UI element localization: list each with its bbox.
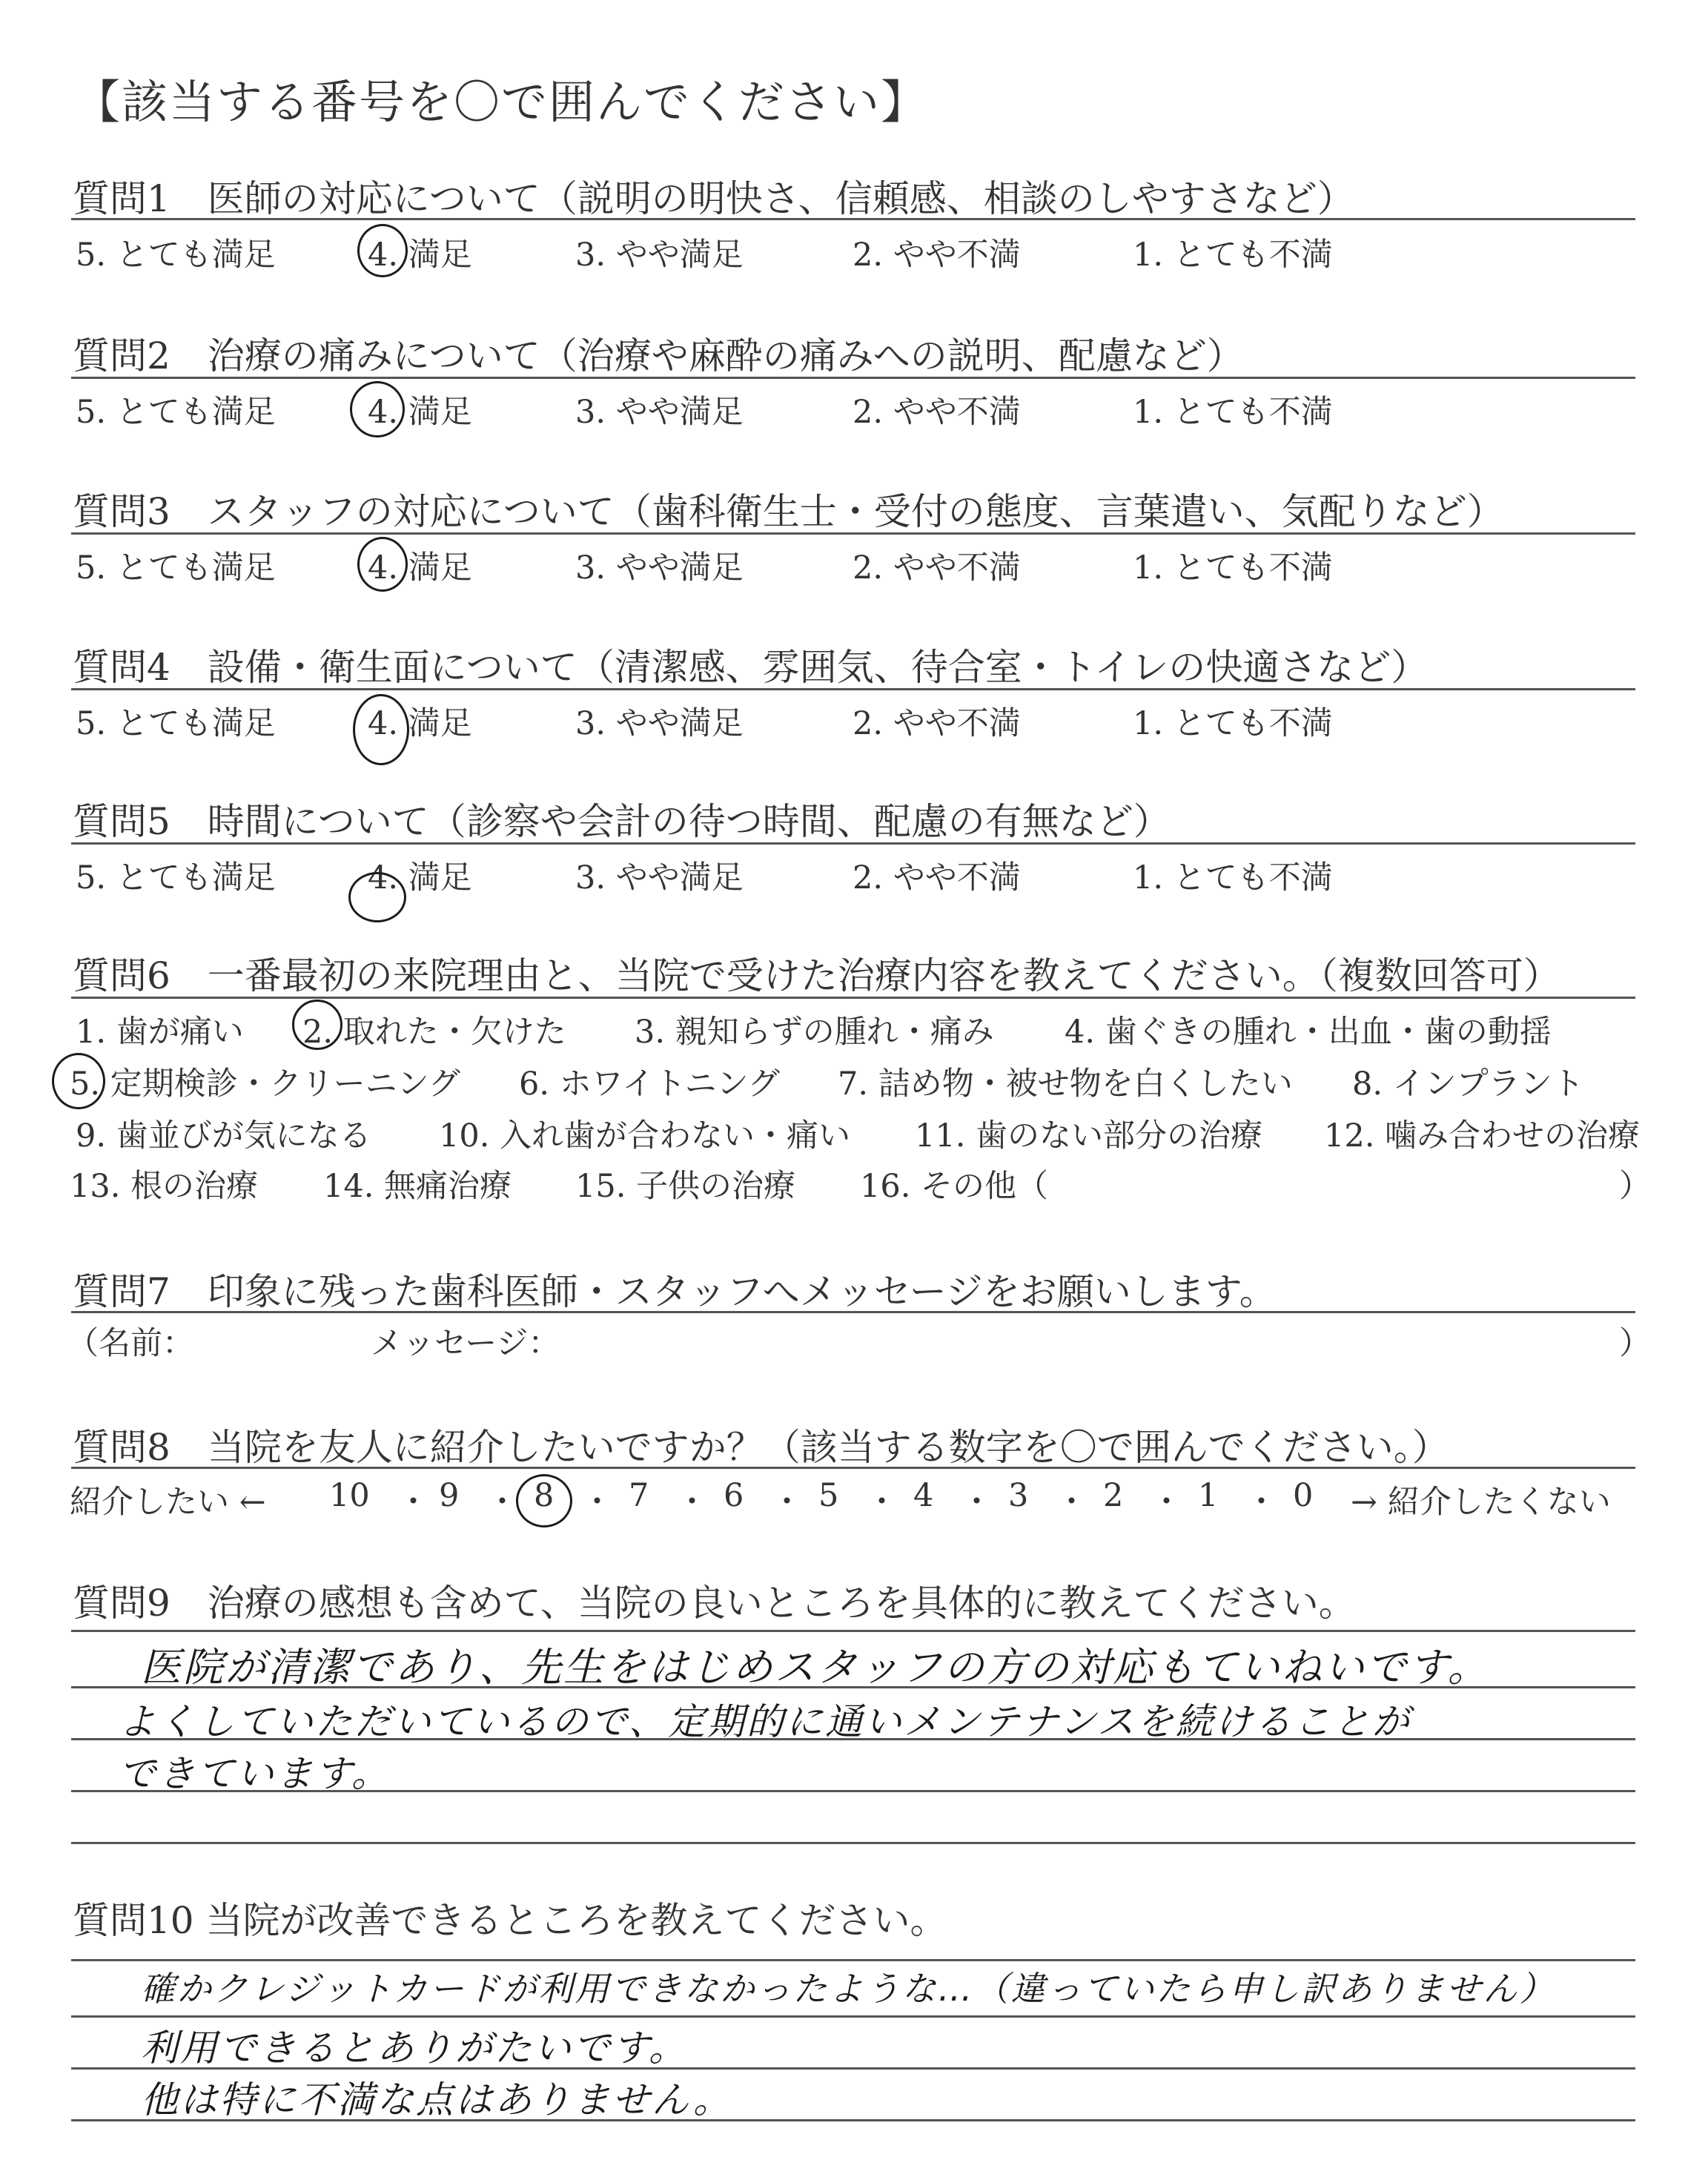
q2-title: 質問2 治療の痛みについて（治療や麻酔の痛みへの説明、配慮など）: [73, 334, 1244, 377]
q6-option-16[interactable]: 16. その他（: [860, 1168, 1049, 1205]
q7-close-paren: ）: [1619, 1325, 1651, 1362]
q5-option-1[interactable]: 1. とても不満: [1133, 859, 1333, 896]
q8-sep: ・: [771, 1484, 803, 1521]
q9-rule-1: [71, 1630, 1635, 1632]
q2-option-3[interactable]: 3. やや満足: [575, 394, 744, 431]
q6-option-3[interactable]: 3. 親知らずの腫れ・痛み: [635, 1014, 994, 1051]
q6-option-13[interactable]: 13. 根の治療: [70, 1168, 259, 1205]
q8-scale-3[interactable]: 3: [1008, 1477, 1029, 1514]
q4-title: 質問4 設備・衛生面について（清潔感、雰囲気、待合室・トイレの快適さなど）: [73, 646, 1429, 689]
q2-selection-circle: [350, 381, 405, 437]
q8-scale-1[interactable]: 1: [1198, 1477, 1219, 1514]
q6-option-14[interactable]: 14. 無痛治療: [323, 1168, 512, 1205]
q7-message-label: メッセージ：: [371, 1325, 560, 1362]
q4-rule: [71, 688, 1635, 690]
q5-rule: [71, 842, 1635, 845]
q8-right-label: → 紹介したくない: [1351, 1484, 1611, 1521]
q10-answer-line-2: 利用できるとありがたいです。: [141, 2027, 688, 2070]
q8-rule: [71, 1467, 1635, 1469]
q8-scale-7[interactable]: 7: [629, 1477, 649, 1514]
q4-option-1[interactable]: 1. とても不満: [1133, 705, 1333, 742]
q1-option-5[interactable]: 5. とても満足: [76, 237, 276, 274]
q6-option-9[interactable]: 9. 歯並びが気になる: [76, 1117, 371, 1155]
q8-scale-8[interactable]: 8: [534, 1477, 555, 1514]
q10-answer-line-3: 他は特に不満な点はありません。: [141, 2078, 732, 2121]
q3-option-5[interactable]: 5. とても満足: [76, 549, 276, 587]
q1-selection-circle: [357, 224, 408, 277]
q3-option-4[interactable]: 4. 満足: [368, 549, 472, 587]
q6-option-7[interactable]: 7. 詰め物・被せ物を白くしたい: [838, 1066, 1293, 1103]
q2-option-2[interactable]: 2. やや不満: [853, 394, 1021, 431]
q7-title: 質問7 印象に残った歯科医師・スタッフへメッセージをお願いします。: [73, 1270, 1277, 1313]
q6-option-1[interactable]: 1. 歯が痛い: [76, 1014, 244, 1051]
q8-left-label: 紹介したい ←: [70, 1484, 266, 1521]
q8-selection-circle: [516, 1474, 572, 1527]
q6-option-11[interactable]: 11. 歯のない部分の治療: [915, 1117, 1263, 1155]
q3-title: 質問3 スタッフの対応について（歯科衛生士・受付の態度、言葉遣い、気配りなど）: [73, 490, 1504, 533]
q8-sep: ・: [1245, 1484, 1277, 1521]
q8-scale-4[interactable]: 4: [913, 1477, 934, 1514]
form-header: 【該当する番号を〇で囲んでください】: [74, 75, 929, 129]
q3-option-3[interactable]: 3. やや満足: [575, 549, 744, 587]
q6-title: 質問6 一番最初の来院理由と、当院で受けた治療内容を教えてください。（複数回答可）: [73, 954, 1560, 997]
q9-rule-5: [71, 1842, 1635, 1844]
q6-option-5[interactable]: 5. 定期検診・クリーニング: [70, 1066, 460, 1103]
q2-option-4[interactable]: 4. 満足: [368, 394, 472, 431]
q8-sep: ・: [961, 1484, 993, 1521]
q4-selection-circle: [353, 694, 409, 765]
q4-option-5[interactable]: 5. とても満足: [76, 705, 276, 742]
q6-option-5-circle: [52, 1053, 105, 1109]
q2-option-1[interactable]: 1. とても不満: [1133, 394, 1333, 431]
q3-selection-circle: [357, 537, 408, 592]
q9-answer-line-1: 医院が清潔であり、先生をはじめスタッフの方の対応もていねいです。: [141, 1644, 1490, 1691]
q6-option-12[interactable]: 12. 噛み合わせの治療: [1324, 1117, 1641, 1155]
q6-option-15[interactable]: 15. 子供の治療: [575, 1168, 796, 1205]
q10-rule-2: [71, 2015, 1635, 2018]
q5-selection-circle: [348, 872, 406, 922]
q9-answer-line-3: できています。: [119, 1752, 391, 1795]
q5-option-4[interactable]: 4. 満足: [368, 859, 472, 896]
q5-option-2[interactable]: 2. やや不満: [853, 859, 1021, 896]
q1-option-2[interactable]: 2. やや不満: [853, 237, 1021, 274]
q7-rule: [71, 1311, 1635, 1313]
q4-option-4[interactable]: 4. 満足: [368, 705, 472, 742]
q6-other-close: ）: [1619, 1168, 1651, 1205]
q6-option-10[interactable]: 10. 入れ歯が合わない・痛い: [439, 1117, 851, 1155]
q10-title: 質問10 当院が改善できるところを教えてください。: [73, 1899, 947, 1942]
q8-sep: ・: [397, 1484, 429, 1521]
q3-option-1[interactable]: 1. とても不満: [1133, 549, 1333, 587]
q5-option-5[interactable]: 5. とても満足: [76, 859, 276, 896]
q8-sep: ・: [866, 1484, 898, 1521]
q8-sep: ・: [1056, 1484, 1088, 1521]
q5-option-3[interactable]: 3. やや満足: [575, 859, 744, 896]
q4-option-2[interactable]: 2. やや不満: [853, 705, 1021, 742]
q6-rule: [71, 997, 1635, 999]
q8-sep: ・: [1151, 1484, 1182, 1521]
q2-rule: [71, 377, 1635, 379]
q10-rule-1: [71, 1959, 1635, 1961]
q9-answer-line-2: よくしていただいているので、定期的に通いメンテナンスを続けることが: [119, 1700, 1411, 1743]
q8-sep: ・: [486, 1484, 518, 1521]
q6-option-6[interactable]: 6. ホワイトニング: [519, 1066, 780, 1103]
q8-sep: ・: [676, 1484, 708, 1521]
q8-scale-9[interactable]: 9: [439, 1477, 460, 1514]
q3-option-2[interactable]: 2. やや不満: [853, 549, 1021, 587]
q1-title: 質問1 医師の対応について（説明の明快さ、信頼感、相談のしやすさなど）: [73, 177, 1354, 220]
q8-scale-2[interactable]: 2: [1103, 1477, 1124, 1514]
q1-option-1[interactable]: 1. とても不満: [1133, 237, 1333, 274]
q1-rule: [71, 218, 1635, 220]
q5-title: 質問5 時間について（診察や会計の待つ時間、配慮の有無など）: [73, 800, 1171, 843]
q6-option-2-circle: [292, 1000, 342, 1050]
q3-rule: [71, 532, 1635, 535]
q4-option-3[interactable]: 3. やや満足: [575, 705, 744, 742]
q10-answer-line-1: 確かクレジットカードが利用できなかったような…（違っていたら申し訳ありません）: [141, 1969, 1556, 2009]
q7-name-label: （名前：: [67, 1325, 194, 1362]
q8-scale-5[interactable]: 5: [818, 1477, 839, 1514]
q8-scale-10[interactable]: 10: [329, 1477, 370, 1514]
q9-title: 質問9 治療の感想も含めて、当院の良いところを具体的に教えてください。: [73, 1582, 1356, 1625]
q6-option-2[interactable]: 2. 取れた・欠けた: [302, 1014, 566, 1051]
q8-sep: ・: [581, 1484, 613, 1521]
q1-option-4[interactable]: 4. 満足: [368, 237, 472, 274]
q6-option-8[interactable]: 8. インプラント: [1352, 1066, 1584, 1103]
q8-scale-0[interactable]: 0: [1293, 1477, 1314, 1514]
q8-scale-6[interactable]: 6: [724, 1477, 744, 1514]
q8-title: 質問8 当院を友人に紹介したいですか？（該当する数字を〇で囲んでください。）: [73, 1426, 1449, 1469]
q1-option-3[interactable]: 3. やや満足: [575, 237, 744, 274]
q2-option-5[interactable]: 5. とても満足: [76, 394, 276, 431]
q6-option-4[interactable]: 4. 歯ぐきの腫れ・出血・歯の動揺: [1065, 1014, 1552, 1051]
